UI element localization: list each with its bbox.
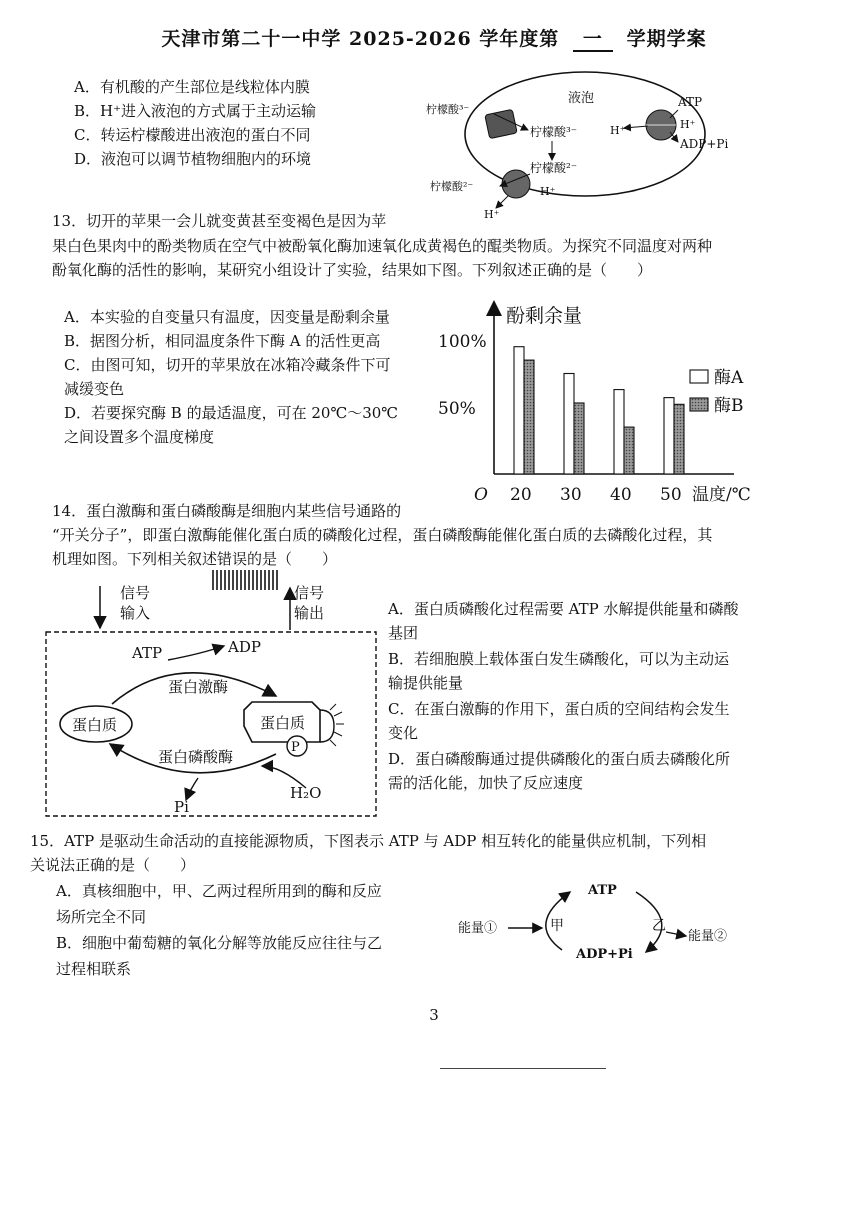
atp-label: ATP [678, 95, 703, 109]
kinase-label: 蛋白激酶 [168, 678, 229, 696]
header-school: 天津市第二十一中学 2025-2026 学年度第 [161, 28, 560, 50]
citrate2-inside-label: 柠檬酸²⁻ [530, 161, 578, 175]
citrate3-transporter [485, 109, 517, 138]
y-tick-label: 50% [438, 399, 476, 419]
x-tick-label: 30 [560, 485, 582, 505]
q14-option-d-cont: 需的活化能，加快了反应速度 [388, 774, 584, 792]
y-axis-label: 酚剩余量 [506, 305, 583, 327]
q13-stem-line1: 13．切开的苹果一会儿就变黄甚至变褐色是因为苹 [52, 212, 387, 230]
bar-enzyme-a [514, 347, 524, 474]
q14-option-b-cont: 输提供能量 [388, 674, 464, 692]
q12-option-c: C．转运柠檬酸进出液泡的蛋白不同 [74, 126, 311, 144]
q14-stem-line3: 机理如图。下列相关叙述错误的是（ ） [52, 550, 338, 568]
q15-stem-line2: 关说法正确的是（ ） [30, 856, 196, 874]
q15-option-a-cont: 场所完全不同 [56, 908, 147, 926]
bar-enzyme-a [664, 398, 674, 474]
origin-label: O [474, 485, 488, 505]
q13-option-c: C．由图可知，切开的苹果放在冰箱冷藏条件下可 [64, 356, 391, 374]
h-out-label: H⁺ [484, 208, 500, 221]
signal-out-label-2: 输出 [294, 604, 325, 622]
q14-option-b: B．若细胞膜上载体蛋白发生磷酸化，可以为主动运 [388, 650, 730, 668]
protein-right-label: 蛋白质 [260, 714, 306, 732]
signal-in-label-2: 输入 [120, 604, 151, 622]
h-inside-label: H⁺ [610, 124, 626, 137]
yi-label: 乙 [652, 918, 666, 934]
q13-stem-line3: 酚氧化酶的活性的影响，某研究小组设计了实验，结果如下图。下列叙述正确的是（ ） [52, 261, 653, 279]
page-header [0, 28, 868, 52]
adp-label: ADP+Pi [680, 137, 729, 151]
adp-label: ADP+Pi [576, 947, 633, 962]
q14-option-d: D．蛋白磷酸酶通过提供磷酸化的蛋白质去磷酸化所 [388, 750, 731, 768]
atp-label: ATP [132, 644, 163, 662]
bar-enzyme-a [564, 374, 574, 475]
legend-label-enzyme-b: 酶B [714, 396, 744, 416]
x-tick-label: 50 [660, 485, 682, 505]
q15-atp-cycle-diagram [450, 874, 780, 970]
header-suffix: 学期学案 [626, 28, 707, 50]
citrate3-inside-label: 柠檬酸³⁻ [530, 125, 578, 139]
q15-option-a: A．真核细胞中，甲、乙两过程所用到的酶和反应 [56, 882, 382, 900]
x-tick-label: 20 [510, 485, 532, 505]
bar-enzyme-b [624, 427, 634, 474]
q14-option-a: A．蛋白质磷酸化过程需要 ATP 水解提供能量和磷酸 [388, 600, 739, 618]
q13-option-d-cont: 之间设置多个温度梯度 [64, 428, 215, 446]
q14-option-c: C．在蛋白激酶的作用下，蛋白质的空间结构会发生 [388, 700, 730, 718]
legend-label-enzyme-a: 酶A [714, 368, 744, 388]
q12-option-d: D．液泡可以调节植物细胞内的环境 [74, 150, 312, 168]
legend-swatch-enzyme-b [690, 398, 708, 411]
q12-option-b: B．H⁺进入液泡的方式属于主动运输 [74, 102, 317, 120]
q13-option-c-cont: 减缓变色 [64, 380, 125, 398]
q15-option-b: B．细胞中葡萄糖的氧化分解等放能反应往往与乙 [56, 934, 383, 952]
q13-option-a: A．本实验的自变量只有温度，因变量是酚剩余量 [64, 308, 390, 326]
h2o-label: H₂O [290, 784, 322, 802]
q15-option-b-cont: 过程相联系 [56, 960, 132, 978]
bar-enzyme-b [574, 403, 584, 474]
q13-stem-line2: 果白色果肉中的酚类物质在空气中被酚氧化酶加速氧化成黄褐色的醌类物质。为探究不同温度对两种 [52, 237, 713, 255]
signal-in-label-1: 信号 [120, 584, 151, 602]
x-tick-label: 40 [610, 485, 632, 505]
q13-option-d: D．若要探究酶 B 的最适温度，可在 20℃～30℃ [64, 404, 399, 422]
pi-label: Pi [174, 798, 189, 816]
q14-option-c-cont: 变化 [388, 724, 419, 742]
x-axis-label: 温度/℃ [692, 485, 751, 505]
energy1-label: 能量① [458, 921, 498, 936]
protein-left-label: 蛋白质 [72, 716, 118, 734]
bar-enzyme-b [524, 360, 534, 474]
adp-label: ADP [228, 638, 261, 656]
jia-label: 甲 [550, 918, 564, 934]
energy2-label: 能量② [688, 929, 728, 944]
q15-stem-line1: 15．ATP 是驱动生命活动的直接能源物质，下图表示 ATP 与 ADP 相互转化的能量供应机制，下列相 [30, 832, 707, 850]
q12-vacuole-diagram [420, 62, 750, 227]
atp-label: ATP [588, 883, 617, 898]
scan-line [440, 1068, 606, 1069]
vacuole-label: 液泡 [568, 91, 595, 106]
q13-option-b: B．据图分析，相同温度条件下酶 A 的活性更高 [64, 332, 381, 350]
y-tick-label: 100% [438, 332, 487, 352]
q13-bar-chart [436, 296, 786, 508]
phosphate-label: P [291, 740, 300, 755]
q14-stem-line2: “开关分子”，即蛋白激酶能催化蛋白质的磷酸化过程，蛋白磷酸酶能催化蛋白质的去磷酸化过程，其 [52, 526, 713, 544]
h-pump-label: H⁺ [680, 118, 696, 131]
h-symport-label: H⁺ [540, 185, 556, 198]
phosphatase-label: 蛋白磷酸酶 [158, 748, 234, 766]
bar-enzyme-b [674, 404, 684, 474]
legend-swatch-enzyme-a [690, 370, 708, 383]
q14-kinase-diagram [40, 576, 380, 820]
header-semester-blank: 一 [573, 28, 613, 52]
signal-out-label-1: 信号 [294, 584, 325, 602]
page-number: 3 [429, 1006, 439, 1024]
citrate2-outside-label: 柠檬酸²⁻ [430, 180, 474, 193]
q14-option-a-cont: 基团 [388, 624, 419, 642]
q14-stem-line1: 14．蛋白激酶和蛋白磷酸酶是细胞内某些信号通路的 [52, 502, 402, 520]
bar-enzyme-a [614, 390, 624, 474]
q12-option-a: A．有机酸的产生部位是线粒体内膜 [74, 78, 310, 96]
citrate3-outside-label: 柠檬酸³⁻ [426, 103, 470, 116]
